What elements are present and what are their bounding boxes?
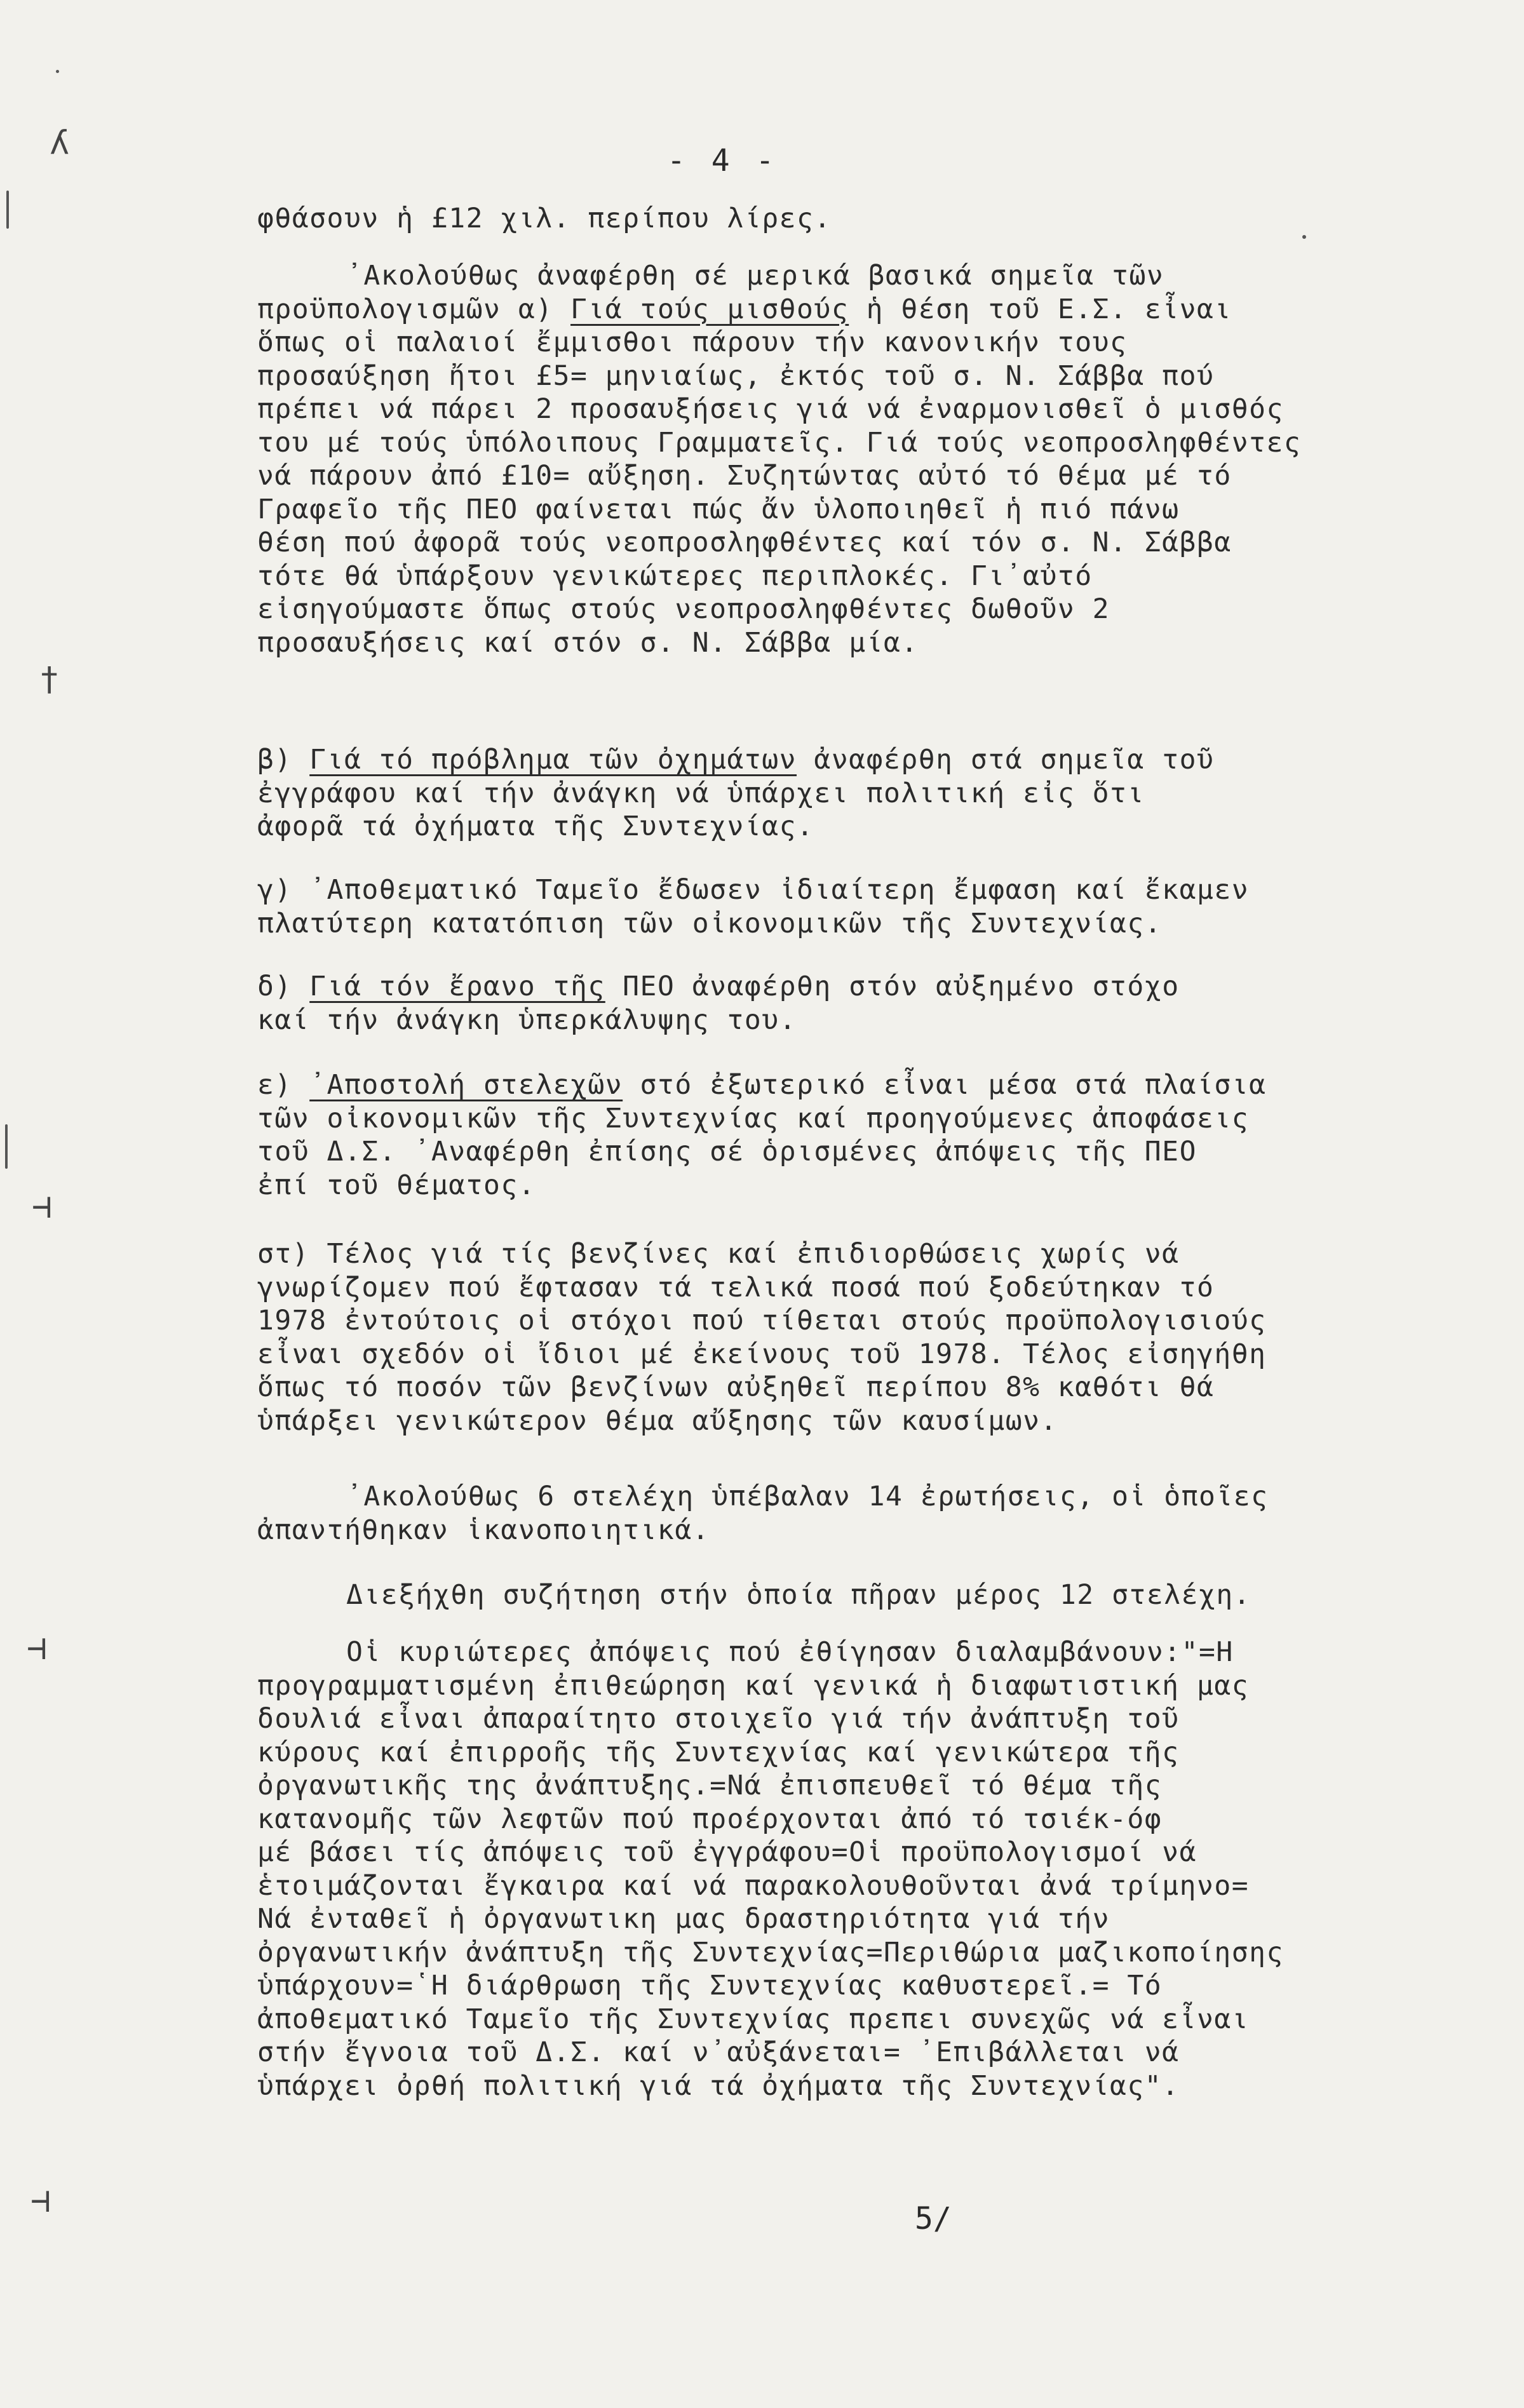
text-line: καί τήν ἀνάγκη ὑπερκάλυψης του. (257, 1004, 797, 1036)
text-line: ὑπάρξει γενικώτερον θέμα αὔξησης τῶν καυσίμων. (257, 1404, 1058, 1437)
text-line: Οἱ κυριώτερες ἀπόψεις πού ἐθίγησαν διαλαμβάνουν:"=Η (346, 1636, 1234, 1668)
text-line: εἶναι σχεδόν οἱ ἴδιοι μέ ἐκείνους τοῦ 1978. Τέλος εἰσηγήθη (257, 1338, 1267, 1370)
page-number: - 4 - (667, 143, 778, 178)
text-line: ᾿Ακολούθως 6 στελέχη ὑπέβαλαν 14 ἐρωτήσεις, οἱ ὁποῖες (346, 1481, 1269, 1512)
text-line: προϋπολογισμῶν α) Γιά τούς μισθούς ἡ θέση τοῦ Ε.Σ. εἶναι (257, 293, 1232, 325)
underlined-heading: Γιά τόν ἔρανο τῆς (309, 971, 605, 1002)
margin-mark-icon: ⊣ (30, 2182, 51, 2220)
underlined-heading: Γιά τούς μισθούς (570, 293, 849, 325)
text-line: Νά ἐνταθεῖ ἡ ὀργανωτικη μας δραστηριότητα γιά τήν (257, 1903, 1110, 1935)
text-line: τῶν οἰκονομικῶν τῆς Συντεχνίας καί προηγούμενες ἀποφάσεις (257, 1102, 1250, 1134)
text-line: τοῦ Δ.Σ. ᾿Αναφέρθη ἐπίσης σέ ὁρισμένες ἀπόψεις τῆς ΠΕΟ (257, 1136, 1197, 1167)
underlined-heading: ᾿Αποστολή στελεχῶν (309, 1069, 623, 1101)
text-line: ἑτοιμάζονται ἔγκαιρα καί νά παρακολουθοῦνται ἀνά τρίμηνο= (257, 1869, 1250, 1902)
text-line: προγραμματισμένη ἐπιθεώρηση καί γενικά ἡ διαφωτιστική μας (257, 1669, 1250, 1702)
text-line: ὅπως οἱ παλαιοί ἔμμισθοι πάρουν τήν κανονικήν τους (257, 326, 1128, 358)
text-line: θέση πού ἀφορᾶ τούς νεοπροσληφθέντες καί τόν σ. Ν. Σάββα (257, 527, 1232, 558)
text-line: Διεξήχθη συζήτηση στήν ὁποία πῆραν μέρος 12 στελέχη. (346, 1579, 1251, 1611)
text-line: β) Γιά τό πρόβλημα τῶν ὀχημάτων ἀναφέρθη στά σημεῖα τοῦ (257, 744, 1215, 776)
continuation-marker: 5/ (915, 2201, 952, 2236)
margin-mark-icon: ⊣ (27, 1629, 47, 1667)
text-line: φθάσουν ἡ £12 χιλ. περίπου λίρες. (257, 203, 832, 234)
text-line: πρέπει νά πάρει 2 προσαυξήσεις γιά νά ἐναρμονισθεῖ ὁ μισθός (257, 393, 1284, 425)
text-line: τότε θά ὑπάρξουν γενικώτερες περιπλοκές. Γι᾿αὐτό (257, 560, 1093, 592)
text-line: του μέ τούς ὑπόλοιπους Γραμματεῖς. Γιά τούς νεοπροσληφθέντες (257, 426, 1302, 459)
text-line: ἀποθεματικό Ταμεῖο τῆς Συντεχνίας πρεπει συνεχῶς νά εἶναι (257, 2003, 1250, 2035)
margin-mark-icon: ʎ (50, 124, 70, 162)
text-line: πλατύτερη κατατόπιση τῶν οἰκονομικῶν τῆς Συντεχνίας. (257, 907, 1163, 939)
text-line: στ) Τέλος γιά τίς βενζίνες καί ἐπιδιορθώσεις χωρίς νά (257, 1238, 1180, 1270)
text-line: εἰσηγούμαστε ὅπως στούς νεοπροσληφθέντες δωθοῦν 2 (257, 593, 1110, 625)
text-line: ὀργανωτικήν ἀνάπτυξη τῆς Συντεχνίας=Περιθώρια μαζικοποίησης (257, 1936, 1284, 1968)
text-line: ὑπάρχει ὀρθή πολιτική γιά τά ὀχήματα τῆς Συντεχνίας". (257, 2069, 1180, 2102)
underlined-heading: Γιά τό πρόβλημα τῶν ὀχημάτων (309, 744, 797, 776)
text-line: ὑπάρχουν=῾Η διάρθρωση τῆς Συντεχνίας καθυστερεῖ.= Τό (257, 1970, 1163, 2001)
text-line: προσαυξήσεις καί στόν σ. Ν. Σάββα μία. (257, 626, 919, 659)
text-line: ὀργανωτικῆς της ἀνάπτυξης.=Νά ἐπισπευθεῖ τό θέμα τῆς (257, 1770, 1163, 1801)
text-line: γνωρίζομεν πού ἔφτασαν τά τελικά ποσά πού ξοδεύτηκαν τό (257, 1271, 1215, 1303)
text-line: ε) ᾿Αποστολή στελεχῶν στό ἐξωτερικό εἶναι μέσα στά πλαίσια (257, 1069, 1267, 1101)
scan-speck (56, 70, 59, 73)
text-line: προσαύξηση ἤτοι £5= μηνιαίως, ἐκτός τοῦ σ. Ν. Σάββα πού (257, 360, 1215, 392)
margin-mark-icon: ⊣ (32, 1188, 52, 1226)
text-line: νά πάρουν ἀπό £10= αὔξηση. Συζητώντας αὐτό τό θέμα μέ τό (257, 460, 1232, 492)
text-line: ἀπαντήθηκαν ἱκανοποιητικά. (257, 1514, 710, 1546)
text-line: ὅπως τό ποσόν τῶν βενζίνων αὐξηθεῖ περίπου 8% καθότι θά (257, 1371, 1215, 1403)
margin-mark-icon: † (39, 661, 60, 699)
text-line: ἐπί τοῦ θέματος. (257, 1169, 536, 1201)
text-line: δ) Γιά τόν ἔρανο τῆς ΠΕΟ ἀναφέρθη στόν αὐξημένο στόχο (257, 971, 1180, 1002)
text-line: 1978 ἐντούτοις οἱ στόχοι πού τίθεται στούς προϋπολογισιούς (257, 1305, 1267, 1336)
text-line: στήν ἔγνοια τοῦ Δ.Σ. καί ν᾿αὐξάνεται= ᾿Επιβάλλεται νά (257, 2036, 1180, 2068)
scan-speck (1302, 235, 1306, 239)
text-line: ᾿Ακολούθως ἀναφέρθη σέ μερικά βασικά σημεῖα τῶν (346, 260, 1164, 292)
text-line: κατανομῆς τῶν λεφτῶν πού προέρχονται ἀπό τό τσιέκ-όφ (257, 1803, 1163, 1835)
scan-edge (6, 191, 9, 229)
text-line: δουλιά εἶναι ἀπαραίτητο στοιχεῖο γιά τήν ἀνάπτυξη τοῦ (257, 1703, 1180, 1735)
text-line: γ) ᾿Αποθεματικό Ταμεῖο ἔδωσεν ἰδιαίτερη ἔμφαση καί ἔκαμεν (257, 874, 1250, 906)
text-line: ἀφορᾶ τά ὀχήματα τῆς Συντεχνίας. (257, 811, 814, 842)
text-line: Γραφεῖο τῆς ΠΕΟ φαίνεται πώς ἄν ὑλοποιηθεῖ ἡ πιό πάνω (257, 493, 1180, 525)
text-line: ἐγγράφου καί τήν ἀνάγκη νά ὑπάρχει πολιτική εἰς ὅτι (257, 777, 1145, 809)
text-line: μέ βάσει τίς ἀπόψεις τοῦ ἐγγράφου=Οἱ προϋπολογισμοί νά (257, 1836, 1197, 1868)
text-line: κύρους καί ἐπιρροῆς τῆς Συντεχνίας καί γενικώτερα τῆς (257, 1736, 1180, 1768)
scan-edge (5, 1124, 8, 1169)
